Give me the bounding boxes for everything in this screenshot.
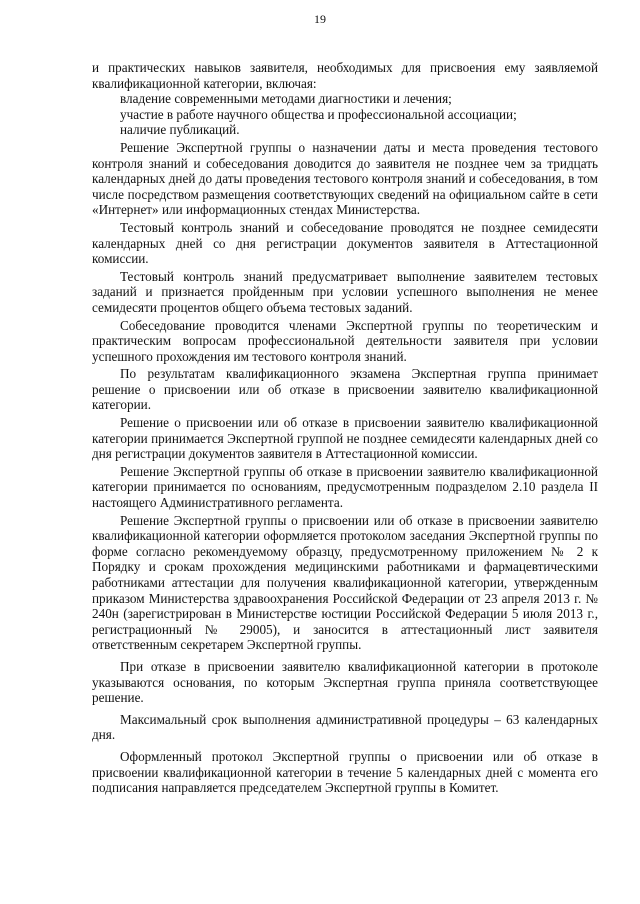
page-number: 19	[314, 12, 326, 26]
paragraph-continuation: и практических навыков заявителя, необходимых для присвоения ему заявляемой квалификационной категории, включая:	[92, 60, 598, 91]
paragraph-exam-results: По результатам квалификационного экзамена Экспертная группа принимает решение о присвоении или об отказе в присвоении заявителю квалификационной категории.	[92, 366, 598, 413]
paragraph-refusal-grounds: Решение Экспертной группы об отказе в присвоении заявителю квалификационной категории принимается по основаниям, предусмотренным подразделом 2.10 раздела II настоящего Административного регламента.	[92, 463, 598, 511]
paragraph-refusal-protocol: При отказе в присвоении заявителю квалификационной категории в протоколе указываются основания, по которым Экспертная группа приняла соответствующее решение.	[92, 658, 598, 706]
paragraph-exam-timing: Тестовый контроль знаний и собеседование проводятся не позднее семидесяти календарных дней со дня регистрации документов заявителя в Аттестационной комиссии.	[92, 219, 598, 267]
document-body	[92, 60, 598, 796]
paragraph-exam-date-decision: Решение Экспертной группы о назначении даты и места проведения тестового контроля знаний и собеседования доводится до заявителя не позднее чем за тридцать календарных дней до даты проведения тестового контроля знаний и собеседования, в том числе посредством размещения соответствующих сведений на официальном сайте в сети «Интернет» или информационных стендах Министерства.	[92, 139, 598, 218]
paragraph-test-control: Тестовый контроль знаний предусматривает выполнение заявителем тестовых заданий и признается пройденным при условии успешного выполнения не менее семидесяти процентов общего объема тестовых заданий.	[92, 268, 598, 315]
list-item-scientific-society: участие в работе научного общества и профессиональной ассоциации;	[120, 106, 517, 122]
paragraph-max-term: Максимальный срок выполнения административной процедуры – 63 календарных дня.	[92, 711, 598, 743]
paragraph-decision-deadline: Решение о присвоении или об отказе в присвоении заявителю квалификационной категории принимается Экспертной группой не позднее семидесяти календарных дней со дня регистрации документов заявителя в Аттестационной комиссии.	[92, 415, 598, 462]
paragraph-protocol: Решение Экспертной группы о присвоении или об отказе в присвоении заявителю квалификационной категории оформляется протоколом заседания Экспертной группы по форме согласно рекомендуемому образцу, предусмотренному приложением № 2 к Порядку и срокам прохождения медицинскими работниками и фармацевтическими работниками аттестации для получения квалификационной категории, утвержденным приказом Министерства здравоохранения Российской Федерации от 23 апреля 2013 г. № 240н (зарегистрирован в Министерстве юстиции Российской Федерации 5 июля 2013 г., регистрационный № 29005), и заносится в аттестационный лист заявителя ответственным секретарем Экспертной группы.	[92, 512, 598, 653]
paragraph-interview: Собеседование проводится членами Экспертной группы по теоретическим и практическим вопросам профессиональной деятельности заявителя при условии успешного прохождения им тестового контроля знаний.	[92, 317, 598, 364]
list-item-publications: наличие публикаций.	[120, 122, 240, 138]
paragraph-protocol-submission: Оформленный протокол Экспертной группы о присвоении или об отказе в присвоении квалификационной категории в течение 5 календарных дней с момента его подписания направляется председателем Экспертной группы в Комитет.	[92, 748, 598, 796]
list-item-diagnostics: владение современными методами диагностики и лечения;	[120, 91, 452, 107]
